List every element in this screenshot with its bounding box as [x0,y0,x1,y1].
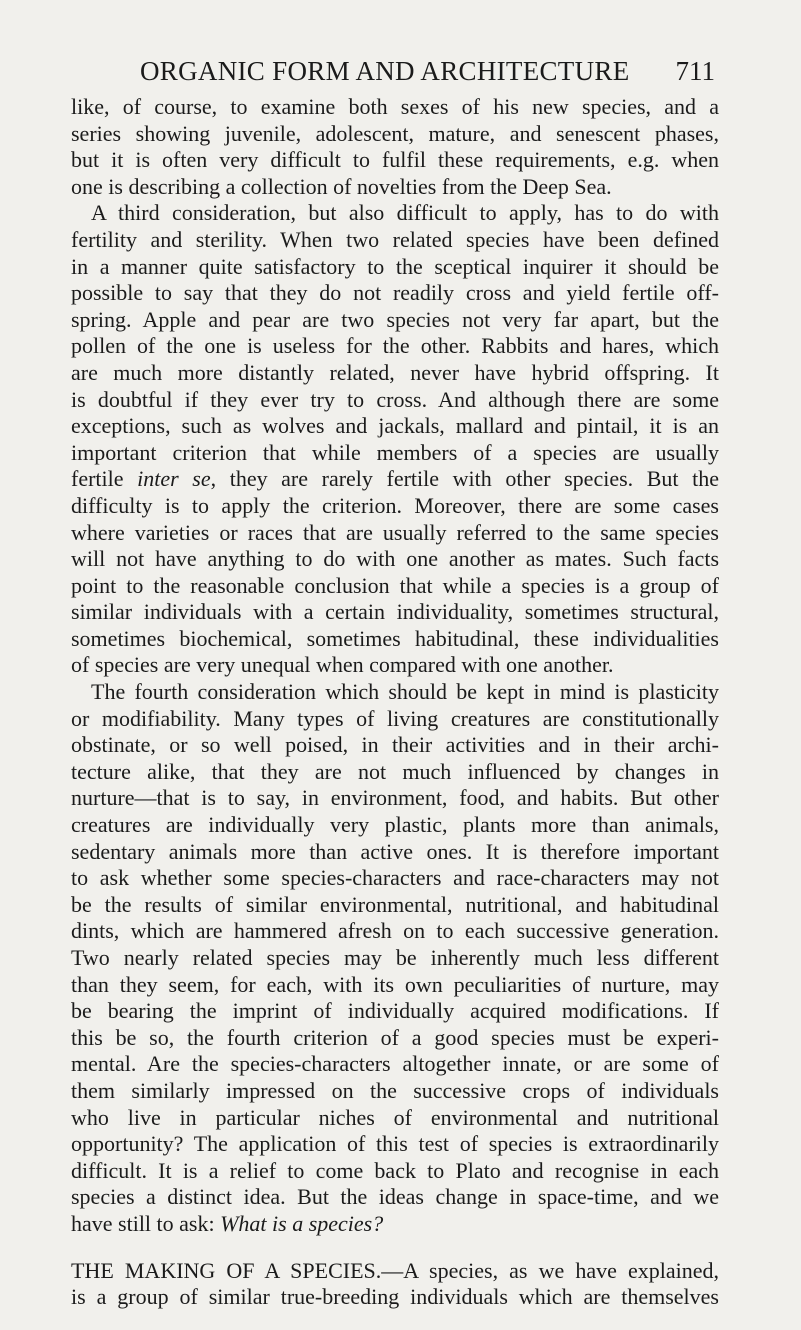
text-line: are much more distantly related, never have hybrid offspring. It [71,359,719,385]
text-line [71,1211,719,1238]
text-line: pollen of the one is useless for the other. Rabbits and hares, which [71,333,719,359]
text-line: will not have anything to do with one another as mates. Such facts [71,546,719,572]
text-line: Two nearly related species may be inherently much less different [71,945,719,970]
page-number: 711 [675,56,715,86]
paragraph-3 [71,679,719,1237]
text-line: this be so, the fourth criterion of a good species must be experi- [71,1024,719,1050]
text-fragment: , they are rarely fertile with other species. But the [210,466,719,492]
text-line: is a group of similar true-breeding individuals which are themselves [71,1284,719,1310]
text-fragment: fertile [71,466,138,492]
text-line: where varieties or races that are usually referred to the same species [71,519,719,545]
text-line: be bearing the imprint of individually acquired modifications. If [71,998,719,1024]
section-heading-line: THE MAKING OF A SPECIES.—A species, as we have explained, [71,1257,719,1283]
italic-phrase: inter se [137,466,211,492]
text-line: in a manner quite satisfactory to the sceptical inquirer it should be [71,253,719,279]
paragraph-2 [71,200,719,679]
body-text [71,94,719,1311]
text-line: who live in particular niches of environmental and nutritional [71,1104,719,1130]
paragraph-making-of-species [71,1258,719,1311]
text-line: them similarly impressed on the successive crops of individuals [71,1077,719,1103]
text-line [71,466,719,493]
text-line: mental. Are the species-characters altogether innate, or are some of [71,1051,719,1077]
text-line: than they seem, for each, with its own peculiarities of nurture, may [71,971,719,997]
text-line: difficulty is to apply the criterion. Moreover, there are some cases [71,492,719,518]
text-line: species a distinct idea. But the ideas change in space-time, and we [71,1184,719,1210]
text-line: spring. Apple and pear are two species not very far apart, but the [71,306,719,332]
italic-question: What is a species? [220,1210,384,1236]
text-line: one is describing a collection of novelties from the Deep Sea. [71,173,612,199]
text-line: point to the reasonable conclusion that while a species is a group of [71,572,719,598]
text-line: similar individuals with a certain individuality, sometimes structural, [71,599,719,625]
text-line: to ask whether some species-characters and race-characters may not [71,865,719,891]
text-fragment: have still to ask: [71,1210,221,1236]
text-line: important criterion that while members of a species are usually [71,439,719,465]
text-line: or modifiability. Many types of living creatures are constitutionally [71,705,719,731]
text-line: like, of course, to examine both sexes of his new species, and a [71,94,719,119]
text-line: fertility and sterility. When two related species have been defined [71,226,719,252]
paragraph-1 [71,94,719,200]
text-line: exceptions, such as wolves and jackals, mallard and pintail, it is an [71,413,719,439]
text-line: opportunity? The application of this test of species is extraordinarily [71,1131,719,1157]
text-line: but it is often very difficult to fulfil these requirements, e.g. when [71,147,719,173]
text-line: obstinate, or so well poised, in their activities and in their archi- [71,732,719,758]
text-line: difficult. It is a relief to come back to Plato and recognise in each [71,1157,719,1183]
text-line: creatures are individually very plastic, plants more than animals, [71,812,719,838]
text-line: dints, which are hammered afresh on to each successive generation. [71,918,719,944]
text-line: possible to say that they do not readily cross and yield fertile off- [71,280,719,306]
text-line: nurture—that is to say, in environment, food, and habits. But other [71,785,719,811]
text-line: be the results of similar environmental, nutritional, and habitudinal [71,891,719,917]
text-line: tecture alike, that they are not much influenced by changes in [71,758,719,784]
text-line: of species are very unequal when compared with one another. [71,652,614,678]
page-header [140,56,715,92]
text-line: The fourth consideration which should be kept in mind is plasticity [91,679,719,705]
text-line: A third consideration, but also difficult to apply, has to do with [91,200,719,226]
text-line: series showing juvenile, adolescent, mature, and senescent phases, [71,120,719,146]
text-line: sedentary animals more than active ones. It is therefore important [71,838,719,864]
text-line: sometimes biochemical, sometimes habitudinal, these individualities [71,625,719,651]
text-line: is doubtful if they ever try to cross. And although there are some [71,386,719,412]
running-head: ORGANIC FORM AND ARCHITECTURE [140,56,630,86]
